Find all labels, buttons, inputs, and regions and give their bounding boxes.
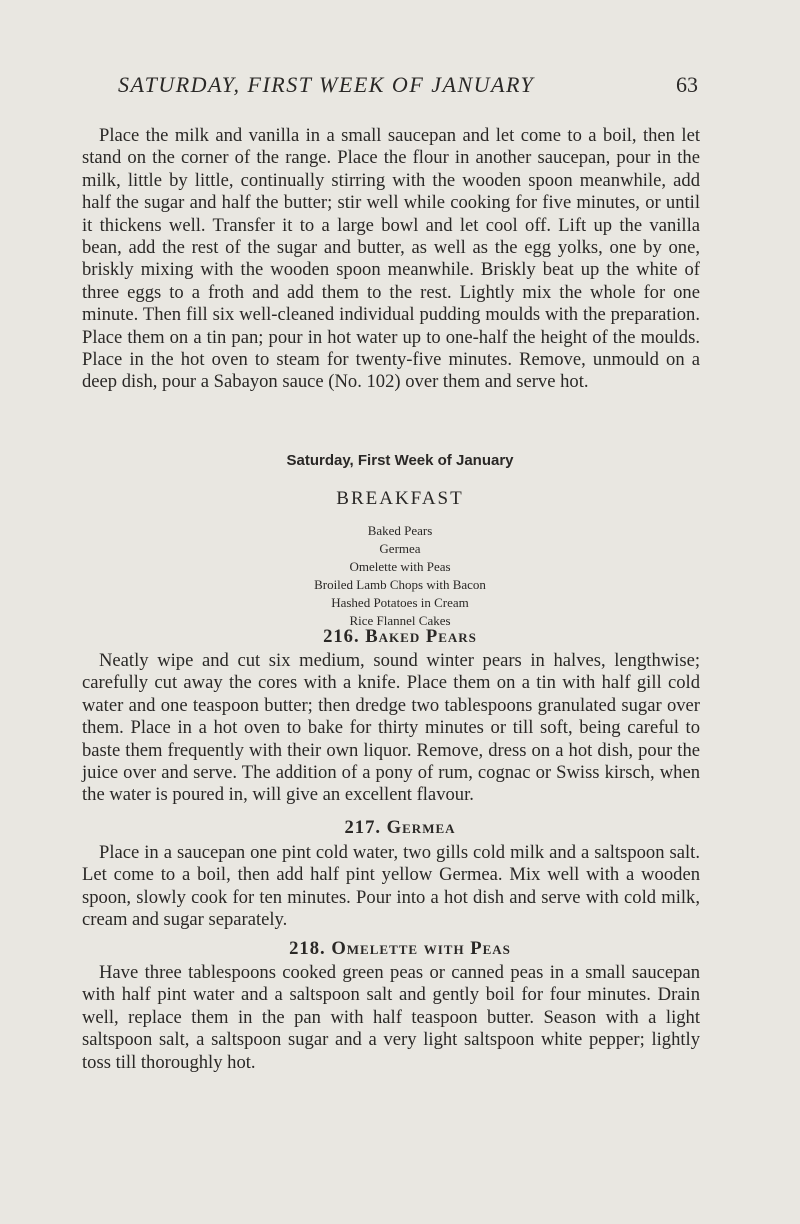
menu-item: Germea <box>379 541 421 556</box>
recipe-heading <box>0 938 800 960</box>
recipe-text: Neatly wipe and cut six medium, sound winter pears in halves, lengthwise; carefully cut away the cores with a knife. Place them on a tin with half gill cold water and one teaspoon butter; then dredge two tablespoons granulated sugar over them. Place in a hot oven to bake for thirty minutes or till soft, being careful to baste them frequently with their own liquor. Remove, dress on a hot dish, pour the juice over and serve. The addition of a pony of rum, cognac or Swiss kirsch, when the water is poured in, will give an excellent flavour. <box>82 650 700 806</box>
page-number: 63 <box>676 72 698 97</box>
menu-heading: Saturday, First Week of January <box>286 452 514 469</box>
recipe-number: 218. <box>289 938 326 959</box>
recipe-heading <box>0 817 800 839</box>
recipe-number: 216. <box>323 626 360 647</box>
recipe-text: Place in a saucepan one pint cold water, two gills cold milk and a saltspoon salt. Let come to a boil, then add half pint yellow Germea. Mix well with a wooden spoon, slowly cook for ten minutes. Pour into a hot dish and serve with cold milk, cream and sugar separately. <box>82 842 700 931</box>
menu-item: Hashed Potatoes in Cream <box>331 595 469 610</box>
running-head-title: SATURDAY, FIRST WEEK OF JANUARY <box>118 72 535 97</box>
menu-item: Rice Flannel Cakes <box>349 613 451 628</box>
recipe-title: Baked Pears <box>365 626 477 647</box>
menu-item: Baked Pears <box>367 523 433 538</box>
continued-paragraph: Place the milk and vanilla in a small saucepan and let come to a boil, then let stand on the corner of the range. Place the flour in another saucepan, pour in the milk, little by little, continually stirring with the wooden spoon meanwhile, add half the sugar and half the butter; stir well while cooking for five minutes, or until it thickens well. Transfer it to a large bowl and let cool off. Lift up the vanilla bean, add the rest of the sugar and butter, as well as the egg yolks, one by one, briskly mixing with the wooden spoon meanwhile. Briskly beat up the white of three eggs to a froth and add them to the rest. Lightly mix the whole for one minute. Then fill six well-cleaned individual pudding moulds with the preparation. Place them on a tin pan; pour in hot water up to one-half the height of the moulds. Place in the hot oven to steam for twenty-five minutes. Remove, unmould on a deep dish, pour a Sabayon sauce (No. 102) over them and serve hot. <box>82 125 700 393</box>
menu-item: Broiled Lamb Chops with Bacon <box>314 577 486 592</box>
recipe-number: 217. <box>344 817 382 838</box>
running-head <box>118 72 698 98</box>
recipe-text: Have three tablespoons cooked green peas or canned peas in a small saucepan with half pint water and a saltspoon salt and gently boil for four minutes. Drain well, replace them in the pan with half teaspoon butter. Season with a light saltspoon salt, a saltspoon sugar and a very light saltspoon white pepper; lightly toss till thoroughly hot. <box>82 962 700 1073</box>
meal-title: BREAKFAST <box>336 488 464 509</box>
recipe-heading <box>0 626 800 648</box>
recipe-title: Germea <box>386 817 456 838</box>
menu-list <box>0 522 800 630</box>
recipe-title: Omelette with Peas <box>331 938 511 959</box>
menu-item: Omelette with Peas <box>349 559 451 574</box>
